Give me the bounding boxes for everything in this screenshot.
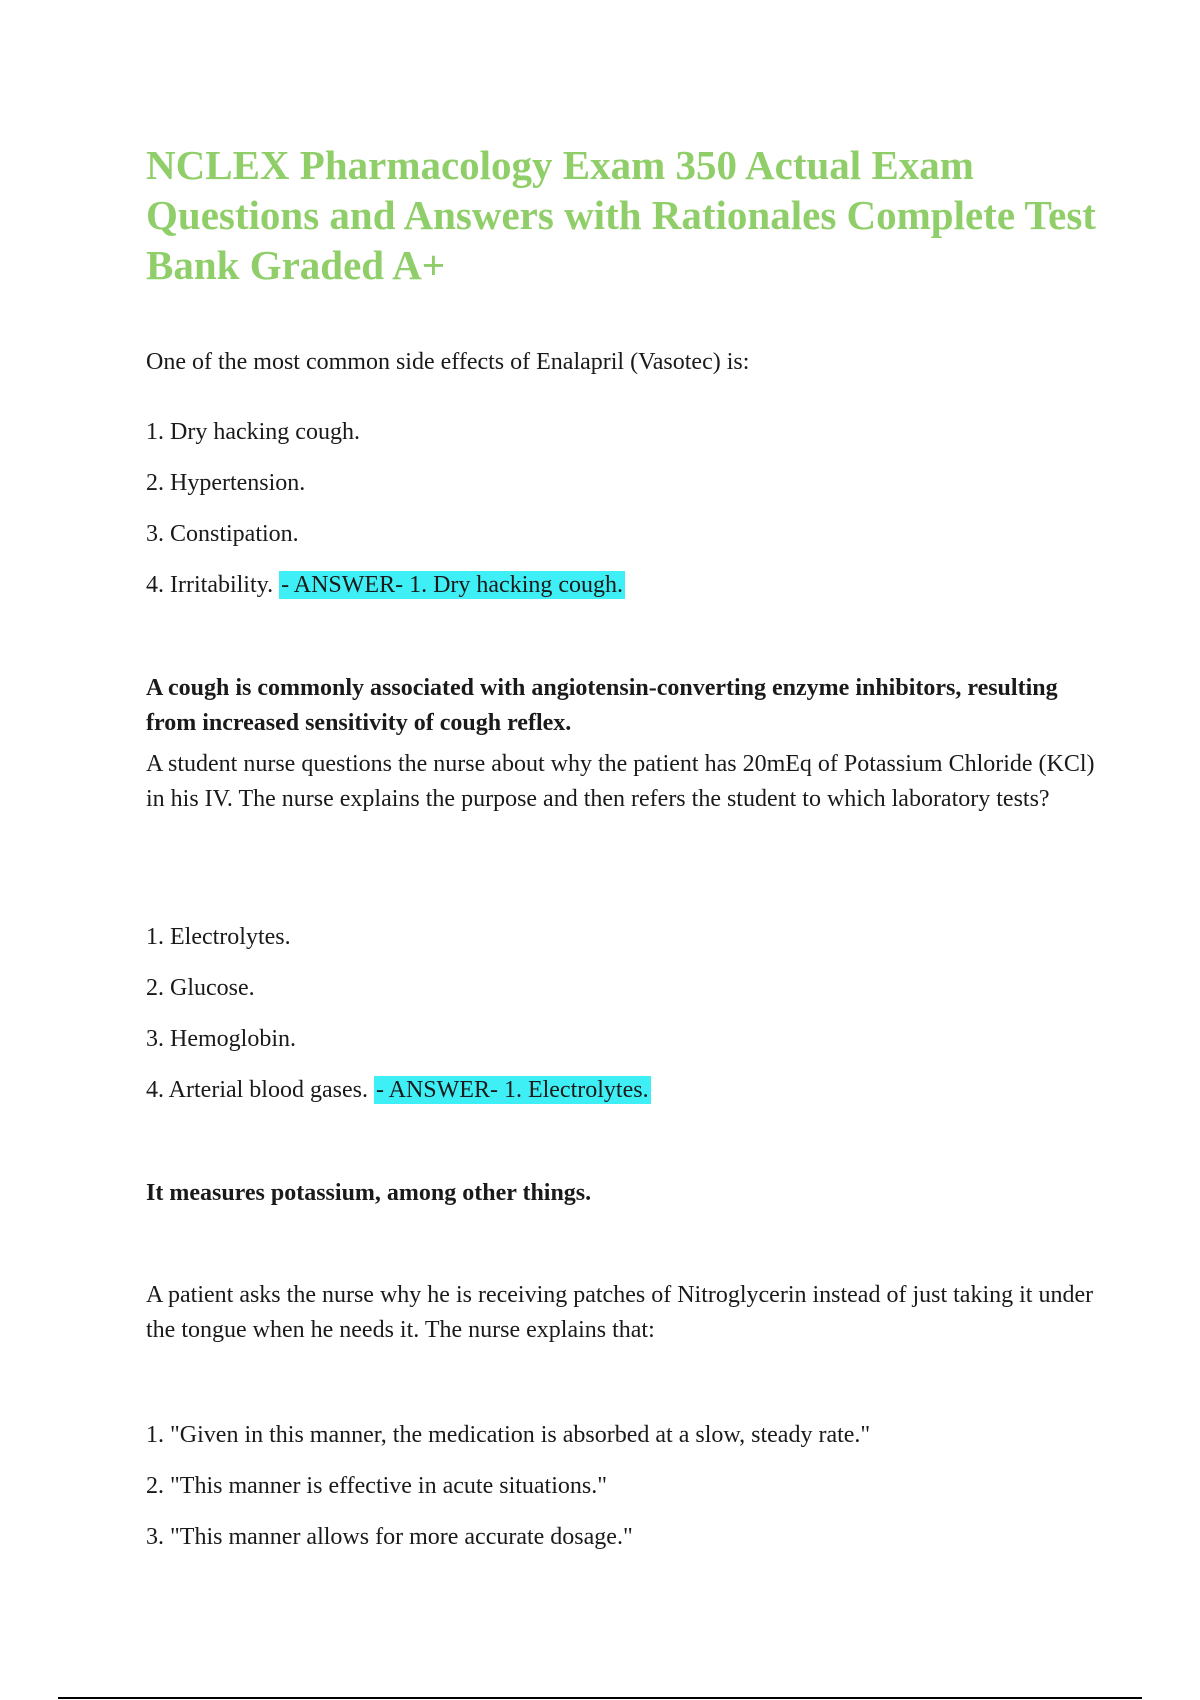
- question-1-rationale: A cough is commonly associated with angiotensin-converting enzyme inhibitors, resulting from increased sensitivity of cough reflex.: [146, 675, 1058, 736]
- question-3-option-3: 3. "This manner allows for more accurate dosage.": [146, 1524, 633, 1550]
- document-title: NCLEX Pharmacology Exam 350 Actual Exam Questions and Answers with Rationales Complete Test Bank Graded A+: [146, 142, 1096, 288]
- question-2-option-4-line: [146, 1073, 1096, 1108]
- question-2-stem: A student nurse questions the nurse about why the patient has 20mEq of Potassium Chloride (KCl) in his IV. The nurse explains the purpose and then refers the student to which laboratory tests?: [146, 751, 1095, 812]
- question-1-option-4-line: [146, 568, 1096, 603]
- question-3-option-1: 1. "Given in this manner, the medication is absorbed at a slow, steady rate.": [146, 1422, 871, 1448]
- question-2-rationale: It measures potassium, among other things.: [146, 1180, 592, 1206]
- page-bottom-divider: [58, 1697, 1142, 1699]
- question-3-option-2: 2. "This manner is effective in acute situations.": [146, 1473, 608, 1499]
- question-2-option-4: 4. Arterial blood gases.: [146, 1077, 368, 1103]
- question-2-option-3: 3. Hemoglobin.: [146, 1026, 296, 1052]
- question-1-option-1: 1. Dry hacking cough.: [146, 419, 360, 445]
- question-1-option-4: 4. Irritability.: [146, 572, 274, 598]
- question-1-option-2: 2. Hypertension.: [146, 470, 306, 496]
- question-2-option-1: 1. Electrolytes.: [146, 924, 291, 950]
- question-2-option-2: 2. Glucose.: [146, 975, 255, 1001]
- question-2-answer-highlight: - ANSWER- 1. Electrolytes.: [375, 1077, 649, 1103]
- question-3-stem: A patient asks the nurse why he is receiving patches of Nitroglycerin instead of just taking it under the tongue when he needs it. The nurse explains that:: [146, 1282, 1094, 1343]
- question-1-option-3: 3. Constipation.: [146, 521, 299, 547]
- question-1-stem: One of the most common side effects of Enalapril (Vasotec) is:: [146, 349, 750, 375]
- question-1-answer-highlight: - ANSWER- 1. Dry hacking cough.: [281, 572, 624, 598]
